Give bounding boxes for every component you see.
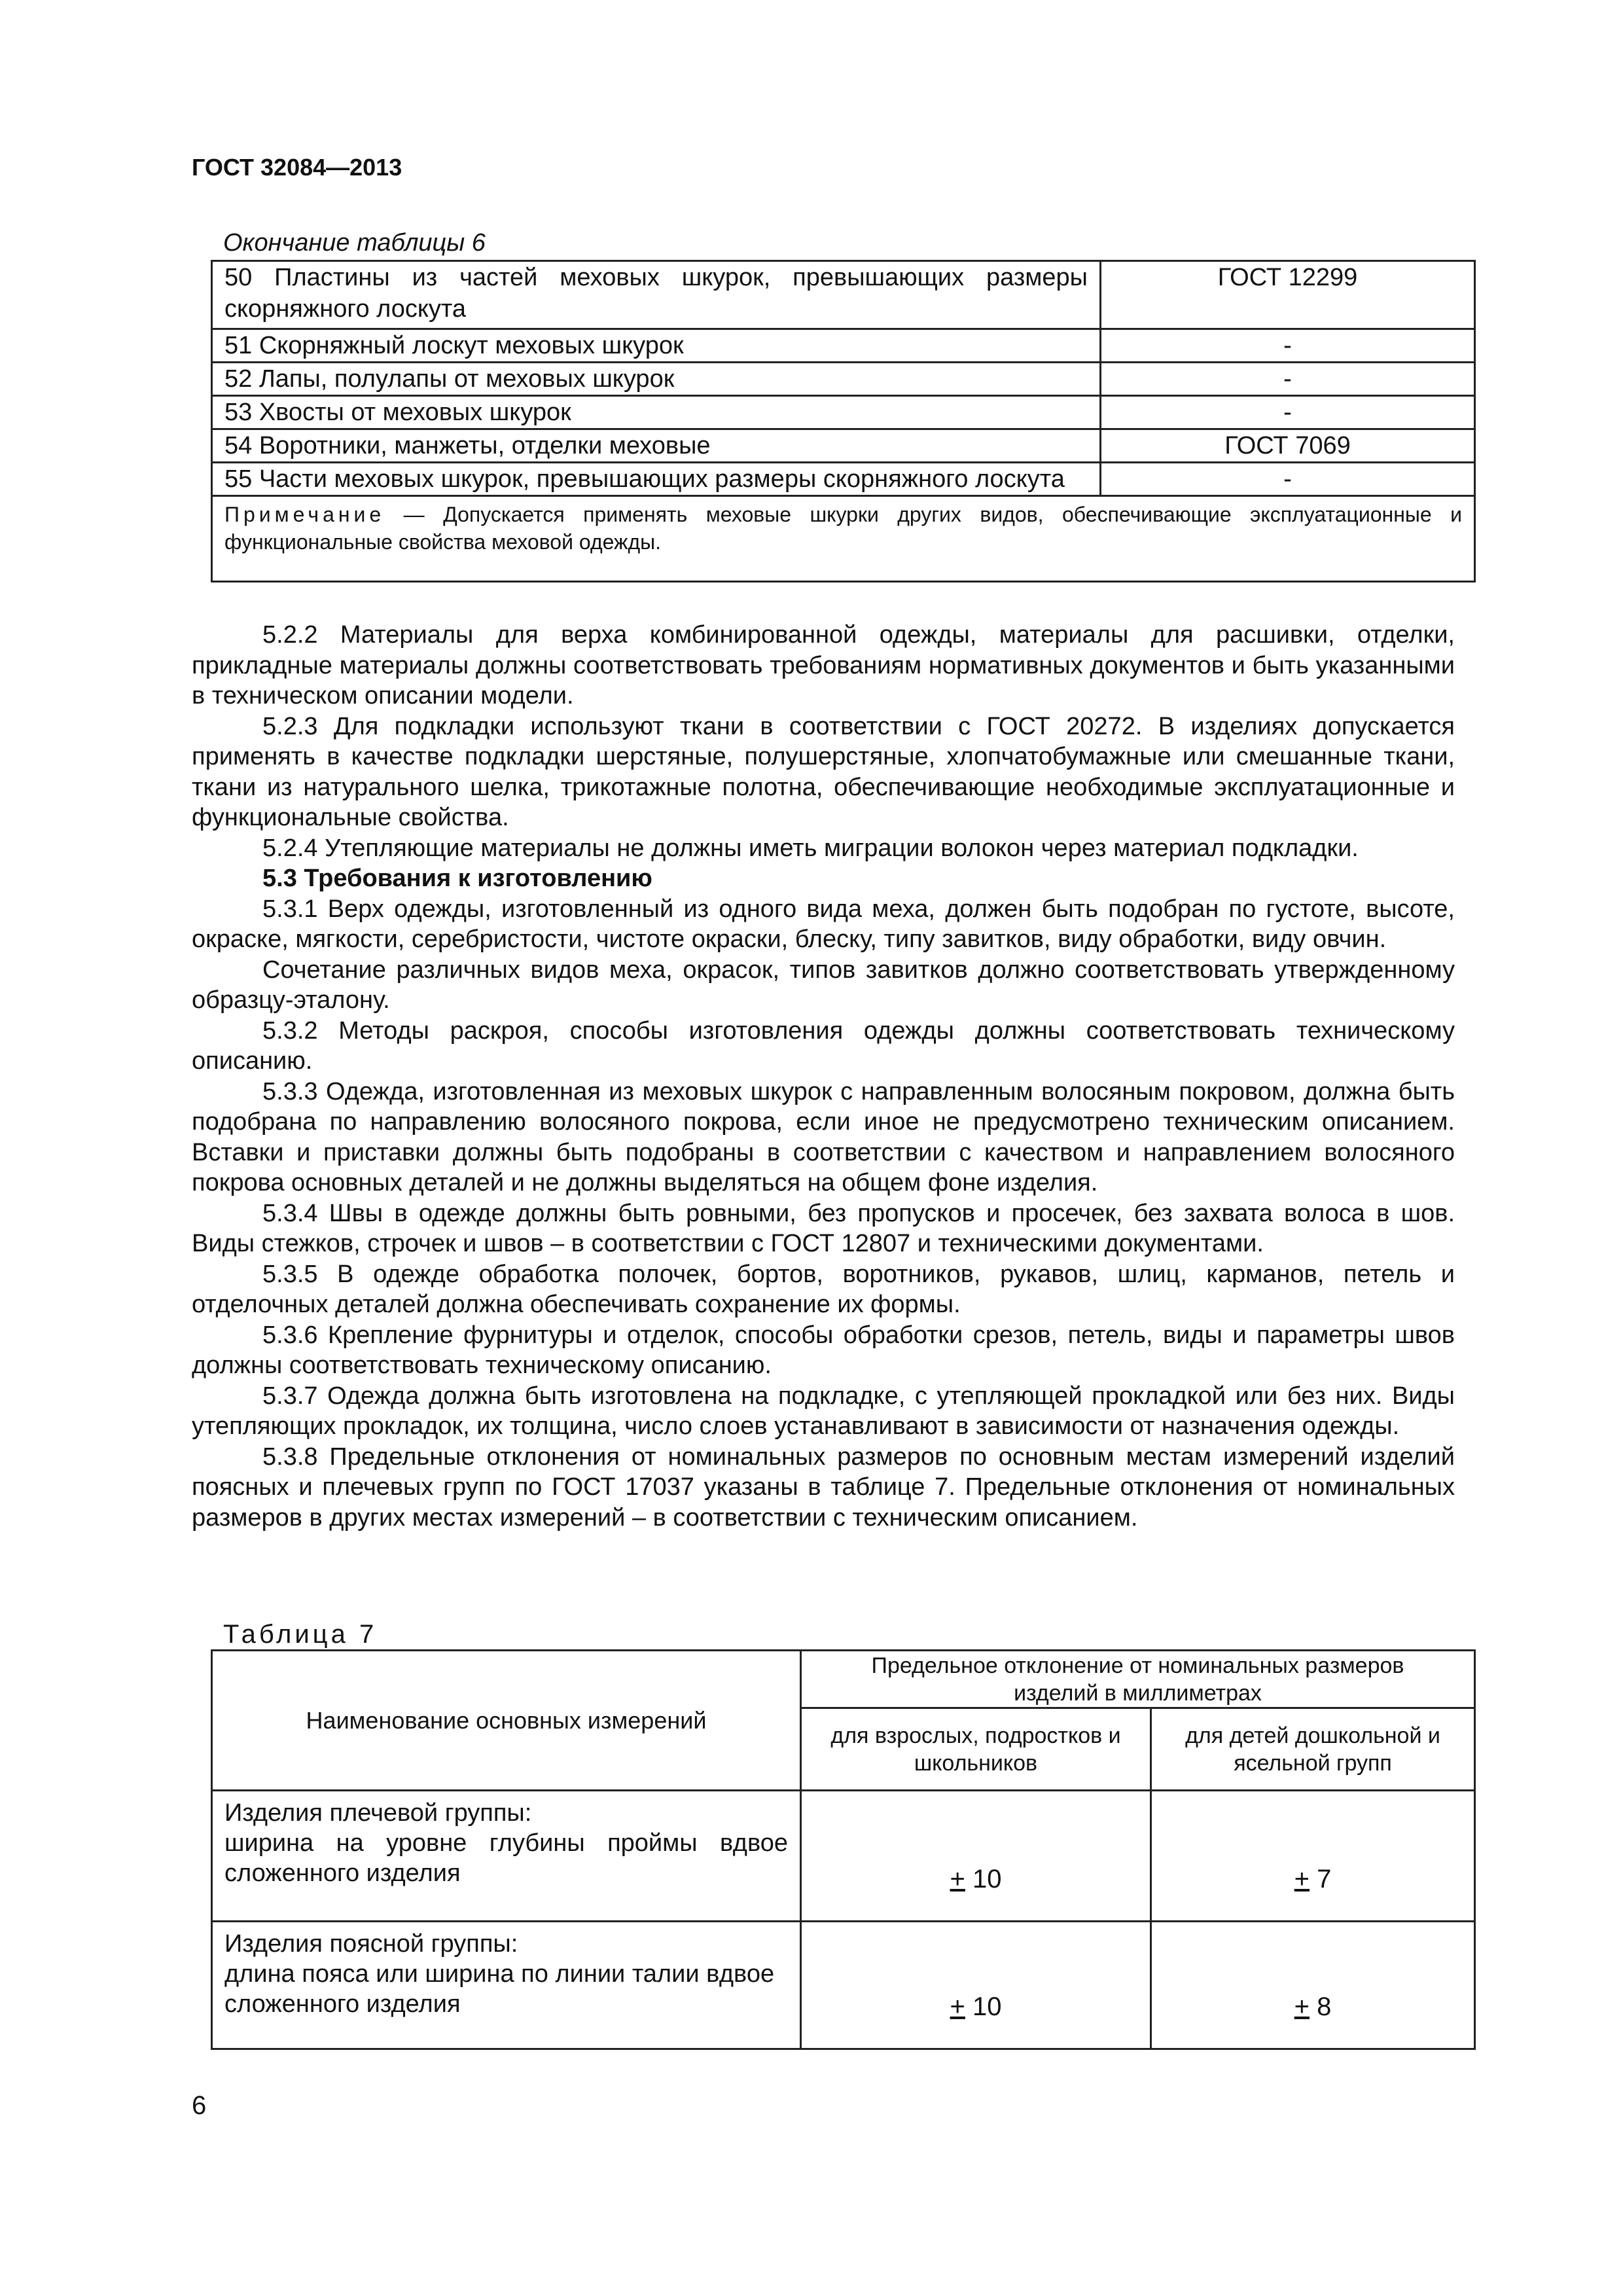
- table6-item-standard: -: [1101, 396, 1475, 429]
- table6: [211, 260, 1476, 583]
- plus-minus-sign: +: [1294, 1992, 1310, 2021]
- table-row: [212, 396, 1475, 429]
- deviation-value: 10: [965, 1865, 1002, 1893]
- table6-item-standard: ГОСТ 12299: [1101, 261, 1475, 329]
- section-heading: 5.3 Требования к изготовлению: [262, 865, 652, 892]
- table6-item-standard: -: [1101, 363, 1475, 396]
- table6-item-name: 52 Лапы, полулапы от меховых шкурок: [212, 363, 1101, 396]
- column-header-children: для детей дошкольной и ясельной групп: [1151, 1708, 1475, 1791]
- deviation-adults: [801, 1922, 1151, 2049]
- product-group: Изделия поясной группы:: [224, 1930, 518, 1958]
- deviation-children: [1151, 1922, 1475, 2049]
- measurement-name: [212, 1922, 801, 2049]
- table6-item-name: 55 Части меховых шкурок, превышающих размеры скорняжного лоскута: [212, 463, 1101, 496]
- paragraph: 5.3.2 Методы раскроя, способы изготовления одежды должны соответствовать техническому описанию.: [192, 1016, 1455, 1075]
- table7: [211, 1649, 1476, 2050]
- paragraph: 5.2.4 Утепляющие материалы не должны иметь миграции волокон через материал подкладки.: [262, 834, 1359, 862]
- paragraph: 5.3.3 Одежда, изготовленная из меховых шкурок с направленным волосяным покровом, должна быть подобрана по направлению волосяного покрова, если иное не предусмотрено техническим описанием. Вставки и приставки должны быть подобраны в соответствии с качеством и направлением волосяного покрова основных деталей и не должны выделяться на общем фоне изделия.: [192, 1077, 1455, 1196]
- column-header-adults: для взрослых, подростков и школьников: [801, 1708, 1151, 1791]
- table6-item-standard: ГОСТ 7069: [1101, 429, 1475, 463]
- column-header-name: Наименование основных измерений: [212, 1651, 801, 1791]
- table-row: [212, 1791, 1475, 1922]
- table6-item-name: 51 Скорняжный лоскут меховых шкурок: [212, 329, 1101, 363]
- paragraph: 5.3.4 Швы в одежде должны быть ровными, без пропусков и просечек, без захвата волоса в шов. Виды стежков, строчек и швов – в соответствии с ГОСТ 12807 и техническими документами.: [192, 1199, 1455, 1257]
- table-row: [212, 463, 1475, 496]
- deviation-adults: [801, 1791, 1151, 1922]
- table-row: [212, 1922, 1475, 2049]
- deviation-value: 8: [1310, 1992, 1332, 2021]
- paragraph: 5.3.8 Предельные отклонения от номинальных размеров по основным местам измерений изделий поясных и плечевых групп по ГОСТ 17037 указаны в таблице 7. Предельные отклонения от номинальных размеров в других местах измерений – в соответствии с техническим описанием.: [192, 1443, 1455, 1532]
- paragraph: 5.3.5 В одежде обработка полочек, бортов, воротников, рукавов, шлиц, карманов, петель и отделочных деталей должна обеспечивать сохранение их формы.: [192, 1260, 1455, 1318]
- plus-minus-sign: +: [950, 1992, 965, 2021]
- table6-caption: Окончание таблицы 6: [223, 229, 486, 257]
- body-text: [192, 620, 1455, 1533]
- table6-item-standard: -: [1101, 463, 1475, 496]
- table-row: [212, 429, 1475, 463]
- measurement-description: ширина на уровне глубины проймы вдвое сложенного изделия: [224, 1829, 788, 1887]
- deviation-value: 10: [965, 1992, 1002, 2021]
- paragraph: 5.2.3 Для подкладки используют ткани в соответствии с ГОСТ 20272. В изделиях допускается применять в качестве подкладки шерстяные, полушерстяные, хлопчатобумажные или смешанные ткани, ткани из натурального шелка, трикотажные полотна, обеспечивающие необходимые эксплуатационные и функциональные свойства.: [192, 712, 1455, 831]
- measurement-name: [212, 1791, 801, 1922]
- note-text: — Допускается применять меховые шкурки других видов, обеспечивающие эксплуатационные и функциональные свойства меховой одежды.: [224, 503, 1462, 554]
- table-row: [212, 261, 1475, 329]
- measurement-description: длина пояса или ширина по линии талии вдвое сложенного изделия: [224, 1960, 775, 2018]
- table7-caption: Таблица 7: [223, 1620, 378, 1649]
- table-row: [212, 363, 1475, 396]
- plus-minus-sign: +: [950, 1865, 965, 1893]
- table6-item-standard: -: [1101, 329, 1475, 363]
- table7-header-row: [212, 1651, 1475, 1708]
- table6-note: [212, 496, 1475, 582]
- table6-item-name: 50 Пластины из частей меховых шкурок, превышающих размеры скорняжного лоскута: [212, 261, 1101, 329]
- column-header-group: Предельное отклонение от номинальных размеров изделий в миллиметрах: [801, 1651, 1475, 1708]
- page-number: 6: [192, 2091, 207, 2120]
- paragraph: Сочетание различных видов меха, окрасок, типов завитков должно соответствовать утвержденному образцу-эталону.: [192, 956, 1455, 1014]
- deviation-value: 7: [1310, 1865, 1332, 1893]
- paragraph: 5.3.1 Верх одежды, изготовленный из одного вида меха, должен быть подобран по густоте, высоте, окраске, мягкости, серебристости, чистоте окраски, блеску, типу завитков, виду обработки, виду овчин.: [192, 895, 1455, 953]
- paragraph: 5.3.7 Одежда должна быть изготовлена на подкладке, с утепляющей прокладкой или без них. Виды утепляющих прокладок, их толщина, число слоев устанавливают в зависимости от назначения одежды.: [192, 1382, 1455, 1440]
- table-row: [212, 329, 1475, 363]
- table6-note-row: [212, 496, 1475, 582]
- table6-item-name: 53 Хвосты от меховых шкурок: [212, 396, 1101, 429]
- plus-minus-sign: +: [1294, 1865, 1310, 1893]
- table6-item-name: 54 Воротники, манжеты, отделки меховые: [212, 429, 1101, 463]
- paragraph: 5.3.6 Крепление фурнитуры и отделок, способы обработки срезов, петель, виды и параметры швов должны соответствовать техническому описанию.: [192, 1321, 1455, 1379]
- document-header: ГОСТ 32084—2013: [192, 154, 402, 181]
- note-label: Примечание: [224, 503, 385, 526]
- paragraph: 5.2.2 Материалы для верха комбинированной одежды, материалы для расшивки, отделки, прикладные материалы должны соответствовать требованиям нормативных документов и быть указанными в техническом описании модели.: [192, 621, 1455, 709]
- deviation-children: [1151, 1791, 1475, 1922]
- product-group: Изделия плечевой группы:: [224, 1799, 532, 1827]
